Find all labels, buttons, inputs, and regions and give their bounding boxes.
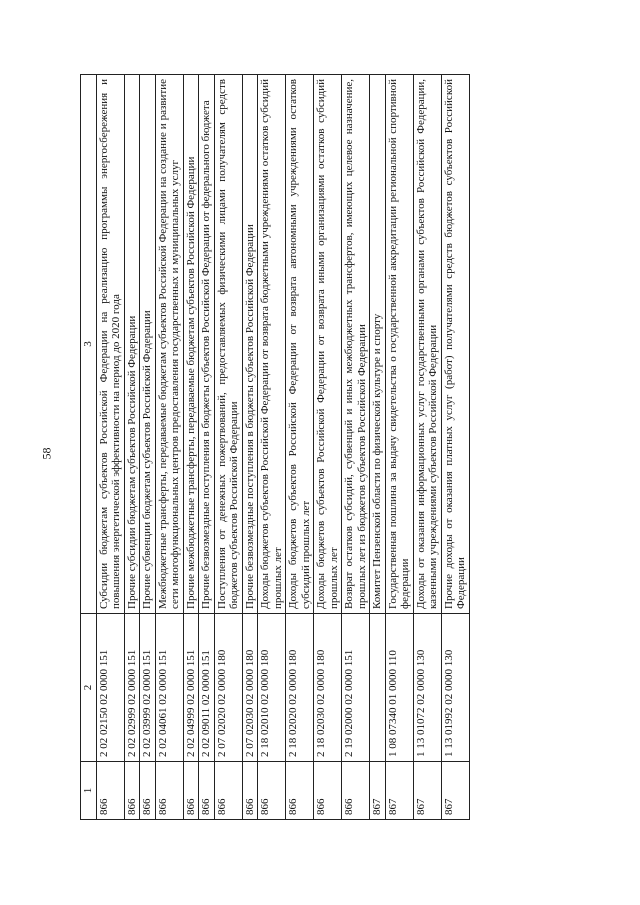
income-name-cell: Прочие безвозмездные поступления в бюджеты субъектов Российской Федерации от федерального бюджета (199, 75, 215, 614)
income-name-cell: Прочие субвенции бюджетам субъектов Российской Федерации (140, 75, 156, 614)
admin-code-cell: 866 (242, 762, 258, 820)
admin-code-cell: 867 (385, 762, 413, 820)
admin-code-cell: 866 (199, 762, 215, 820)
table-body (96, 75, 469, 820)
admin-code-cell: 866 (140, 762, 156, 820)
budget-code-cell (370, 614, 386, 762)
table-header-row (81, 75, 97, 820)
page-number: 58 (39, 447, 54, 460)
admin-code-cell: 866 (342, 762, 370, 820)
budget-code-cell: 2 02 03999 02 0000 151 (140, 614, 156, 762)
budget-code-cell: 1 13 01072 02 0000 130 (413, 614, 441, 762)
income-name-cell: Прочие доходы от оказания платных услуг (работ) получателями средств бюджетов субъектов Российской Федерации (441, 75, 469, 614)
admin-code-cell: 866 (155, 762, 183, 820)
budget-code-cell: 1 08 07340 01 0000 110 (385, 614, 413, 762)
income-name-cell: Прочие межбюджетные трансферты, передаваемые бюджетам субъектов Российской Федерации (183, 75, 199, 614)
income-name-cell: Возврат остатков субсидий, субвенций и иных межбюджетных трансфертов, имеющих целевое назначение, прошлых лет из бюджетов субъектов Российской Федерации (342, 75, 370, 614)
income-name-cell: Прочие безвозмездные поступления в бюджеты субъектов Российской Федерации (242, 75, 258, 614)
header-col-1: 1 (81, 762, 97, 820)
table-row (96, 75, 124, 820)
admin-code-cell: 866 (124, 762, 140, 820)
table-row (183, 75, 199, 820)
admin-code-cell: 866 (314, 762, 342, 820)
income-name-cell: Доходы бюджетов субъектов Российской Федерации от возврата бюджетными учреждениями остатков субсидий прошлых лет (258, 75, 286, 614)
income-name-cell: Государственная пошлина за выдачу свидетельства о государственной аккредитации региональной спортивной федерации (385, 75, 413, 614)
budget-code-cell: 2 18 02020 02 0000 180 (286, 614, 314, 762)
table-row (342, 75, 370, 820)
table-row (242, 75, 258, 820)
table-row (258, 75, 286, 820)
budget-code-cell: 2 07 02020 02 0000 180 (214, 614, 242, 762)
income-name-cell: Субсидии бюджетам субъектов Российской Федерации на реализацию программы энергосбережения и повышения энергетической эффективности на период до 2020 года (96, 75, 124, 614)
table-row (199, 75, 215, 820)
revenue-codes-table (80, 74, 470, 820)
income-name-cell: Доходы бюджетов субъектов Российской Федерации от возврата иными организациями остатков субсидий прошлых лет (314, 75, 342, 614)
table-row (155, 75, 183, 820)
income-name-cell: Поступления от денежных пожертвований, предоставляемых физическими лицами получателям средств бюджетов субъектов Российской Федерации (214, 75, 242, 614)
income-name-cell: Прочие субсидии бюджетам субъектов Российской Федерации (124, 75, 140, 614)
table-row (370, 75, 386, 820)
budget-code-cell: 2 02 02999 02 0000 151 (124, 614, 140, 762)
income-name-cell: Комитет Пензенской области по физической культуре и спорту (370, 75, 386, 614)
admin-code-cell: 866 (286, 762, 314, 820)
table-row (124, 75, 140, 820)
income-name-cell: Доходы от оказания информационных услуг государственными органами субъектов Российской Федерации, казенными учреждениями субъектов Российской Федерации (413, 75, 441, 614)
admin-code-cell: 866 (258, 762, 286, 820)
admin-code-cell: 866 (183, 762, 199, 820)
admin-code-cell: 866 (214, 762, 242, 820)
landscape-sheet (80, 75, 558, 820)
header-col-2: 2 (81, 614, 97, 762)
table-row (314, 75, 342, 820)
budget-code-cell: 2 19 02000 02 0000 151 (342, 614, 370, 762)
budget-code-cell: 2 07 02030 02 0000 180 (242, 614, 258, 762)
budget-code-cell: 2 18 02010 02 0000 180 (258, 614, 286, 762)
income-name-cell: Межбюджетные трансферты, передаваемые бюджетам субъектов Российской Федерации на создание и развитие сети многофункциональных центров предоставления государственных и муниципальных услуг (155, 75, 183, 614)
admin-code-cell: 867 (370, 762, 386, 820)
table-row (214, 75, 242, 820)
budget-code-cell: 2 18 02030 02 0000 180 (314, 614, 342, 762)
admin-code-cell: 866 (96, 762, 124, 820)
budget-code-cell: 2 02 09011 02 0000 151 (199, 614, 215, 762)
table-row (441, 75, 469, 820)
header-col-3: 3 (81, 75, 97, 614)
table-row (140, 75, 156, 820)
admin-code-cell: 867 (413, 762, 441, 820)
budget-code-cell: 2 02 04999 02 0000 151 (183, 614, 199, 762)
table-row (385, 75, 413, 820)
admin-code-cell: 867 (441, 762, 469, 820)
budget-code-cell: 2 02 02150 02 0000 151 (96, 614, 124, 762)
income-name-cell: Доходы бюджетов субъектов Российской Федерации от возврата автономными учреждениями остатков субсидий прошлых лет (286, 75, 314, 614)
budget-code-cell: 1 13 01992 02 0000 130 (441, 614, 469, 762)
table-row (286, 75, 314, 820)
table-row (413, 75, 441, 820)
budget-code-cell: 2 02 04061 02 0000 151 (155, 614, 183, 762)
